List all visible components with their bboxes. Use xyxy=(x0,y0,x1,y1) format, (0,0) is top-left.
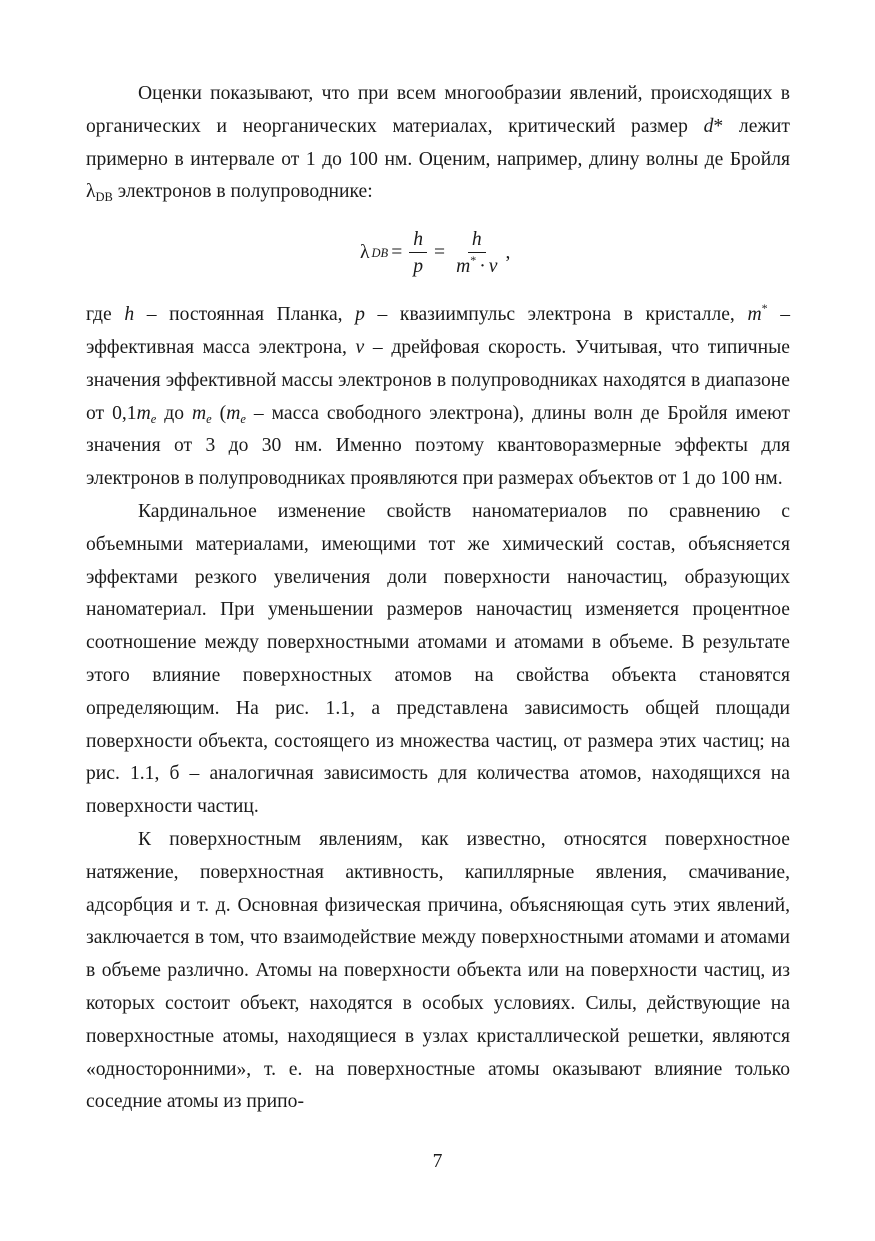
paragraph-1-text: Оценки показывают, что при всем многообразии явлений, происходящих в органических и неорганических материалах, критический размер xyxy=(86,83,790,137)
electron-mass-subscript: e xyxy=(240,411,246,426)
paragraph-3: Кардинальное изменение свойств наноматериалов по сравнению с объемными материалами, имеющими тот же химический состав, объясняется эффектами резкого увеличения доли поверхности наночастиц, образующих наноматериал. При уменьшении размеров наночастиц изменяется процентное соотношение между поверхностными атомами и атомами в объеме. В результате этого влияние поверхностных атомов на свойства объекта становятся определяющим. На рис. 1.1, а представлена зависимость общей площади поверхности объекта, состоящего из множества частиц, от размера этих частиц; на рис. 1.1, б – аналогичная зависимость для количества атомов, находящихся на поверхности частиц. xyxy=(86,500,790,818)
formula-equals-1: = xyxy=(391,242,403,264)
critical-size-symbol: d xyxy=(703,115,714,137)
formula-lambda: λ xyxy=(360,242,370,264)
formula-comma: , xyxy=(505,242,511,264)
mass-star: * xyxy=(470,253,477,268)
multiply-dot: · xyxy=(479,256,486,278)
de-broglie-formula: λ DB = $\frac{h}{p}$ = $\frac{h}{m^* \cdot v}$ , xyxy=(360,228,511,278)
fraction-h-over-mv xyxy=(452,230,501,277)
fraction-numerator: h xyxy=(468,230,486,254)
fraction-denominator xyxy=(452,253,501,277)
mass-symbol: m xyxy=(747,304,762,326)
lambda-subscript: DB xyxy=(95,190,113,205)
mass-star: * xyxy=(761,301,768,316)
page-body xyxy=(86,78,790,1119)
paragraph-2-text: – дрейфовая скорость. Учитывая, что типичные значения эффективной массы электронов в полупроводниках находятся в диапазоне от 0,1 xyxy=(86,336,791,424)
velocity-symbol: v xyxy=(355,336,365,358)
paragraph-2-text: где xyxy=(86,304,125,326)
paragraph-2-text: – квазиимпульс электрона в кристалле, xyxy=(364,304,748,326)
paragraph-2-text: – масса свободного электрона), длины волн де Бройля имеют значения от 3 до 30 нм. Именно поэтому квантоворазмерные эффекты для электронов в полупроводниках проявляются при размерах объектов от 1 до 100 нм. xyxy=(86,402,790,490)
paragraph-2 xyxy=(86,299,790,496)
paragraph-2-text: – эффективная масса электрона, xyxy=(86,304,790,358)
momentum-symbol: p xyxy=(355,304,365,326)
paragraph-2-text: ( xyxy=(211,402,227,424)
electron-mass-symbol: m xyxy=(191,402,207,424)
page-number: 7 xyxy=(432,1151,443,1172)
fraction-denominator: p xyxy=(413,256,424,278)
planck-symbol: h xyxy=(124,304,135,326)
electron-mass-subscript: e xyxy=(150,411,157,426)
paragraph-2-text: – постоянная Планка, xyxy=(134,304,356,326)
mass-symbol: m xyxy=(456,256,471,278)
velocity-symbol: v xyxy=(488,256,498,278)
electron-mass-subscript: e xyxy=(206,411,212,426)
paragraph-1-text: электронов в полупроводнике: xyxy=(112,181,373,203)
fraction-numerator: h xyxy=(409,230,427,254)
electron-mass-symbol: m xyxy=(226,402,241,424)
paragraph-4: К поверхностным явлениям, как известно, относятся поверхностное натяжение, поверхностная активность, капиллярные явления, смачивание, адсорбция и т. д. Основная физическая причина, объясняющая суть этих явлений, заключается в том, что взаимодействие между поверхностными атомами и атомами в объеме различно. Атомы на поверхности объекта или на поверхности частиц, из которых состоит объект, находятся в особых условиях. Силы, действующие на поверхностные атомы, находящиеся в узлах кристаллической решетки, являются «односторонними», т. е. на поверхностные атомы оказывают влияние только соседние атомы из припо- xyxy=(86,828,790,1113)
critical-size-star: * xyxy=(713,115,724,137)
paragraph-1 xyxy=(86,78,790,209)
paragraph-2-text: до xyxy=(156,402,192,424)
lambda-symbol: λ xyxy=(86,181,96,203)
fraction-h-over-p xyxy=(409,230,427,277)
electron-mass-symbol: m xyxy=(136,402,151,424)
formula-equals-2: = xyxy=(434,242,446,264)
paragraph-1-text: лежит примерно в интервале от 1 до 100 нм. Оценим, например, длину волны де Бройля xyxy=(86,115,790,170)
